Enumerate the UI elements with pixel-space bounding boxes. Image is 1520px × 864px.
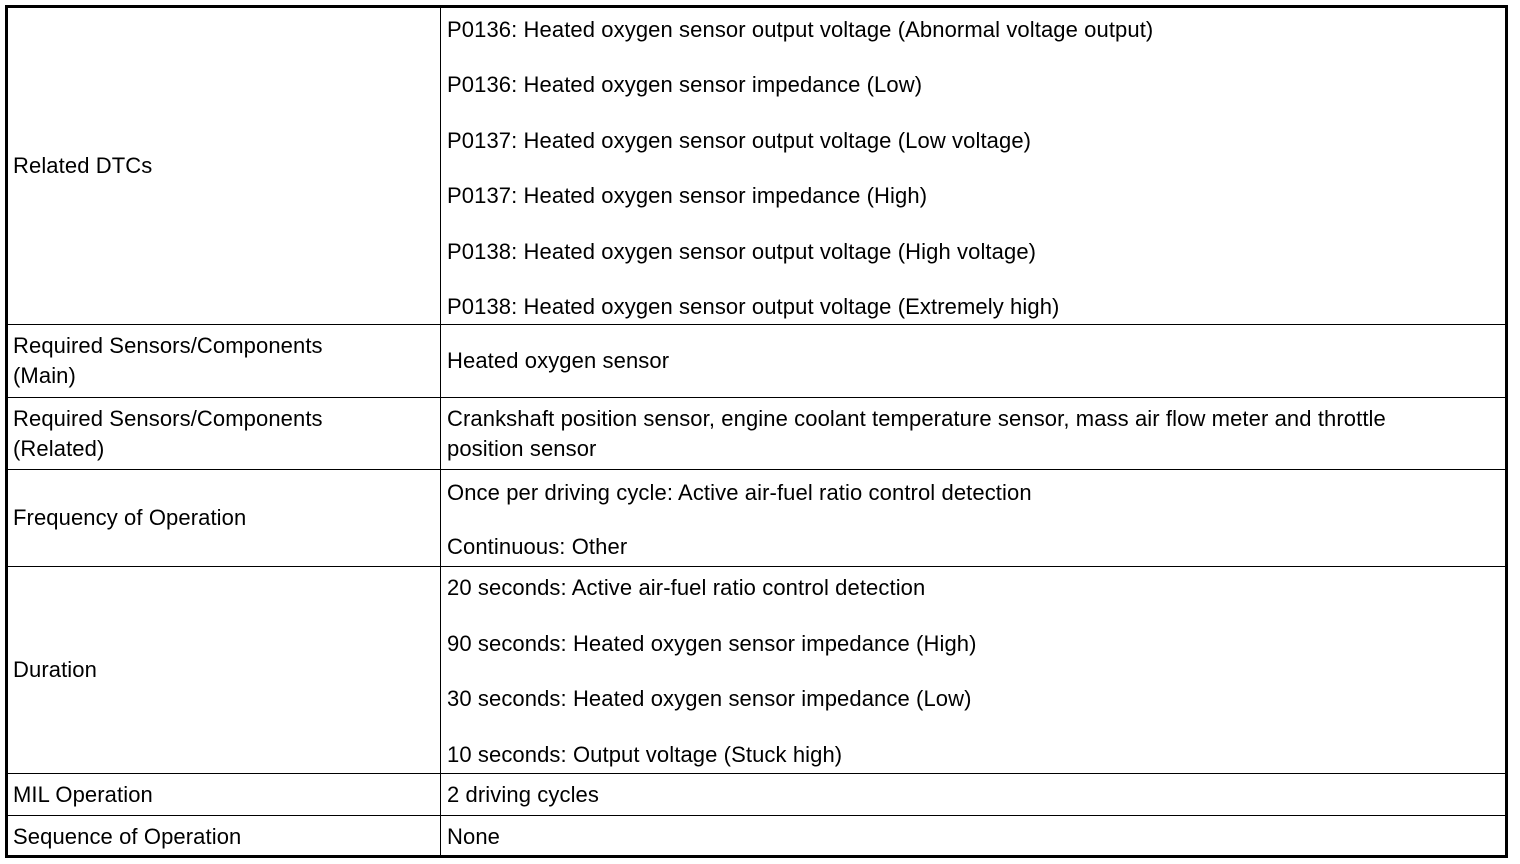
- row-label-text: MIL Operation: [13, 781, 153, 807]
- dtc-line: P0136: Heated oxygen sensor impedance (Low): [447, 72, 923, 98]
- row-label-text: Required Sensors/Components (Main): [13, 333, 323, 388]
- row-label-frequency: [8, 470, 441, 567]
- row-value-related-dtcs: [441, 8, 1505, 325]
- spec-table: [5, 5, 1508, 858]
- dtc-line: P0137: Heated oxygen sensor output voltage (Low voltage): [447, 127, 1032, 153]
- row-value-required-related: [441, 398, 1505, 470]
- value-line: Heated oxygen sensor: [447, 348, 670, 373]
- row-label-text: Required Sensors/Components (Related): [13, 405, 323, 461]
- row-label-text: Sequence of Operation: [13, 824, 242, 849]
- value-line: 2 driving cycles: [447, 781, 599, 807]
- dtc-line: P0136: Heated oxygen sensor output voltage (Abnormal voltage output): [447, 17, 1154, 42]
- row-label-text: Frequency of Operation: [13, 505, 247, 530]
- row-label-required-related: [8, 398, 441, 470]
- row-value-frequency: [441, 470, 1505, 567]
- value-line: 30 seconds: Heated oxygen sensor impedance (Low): [447, 686, 972, 712]
- row-value-mil-operation: [441, 774, 1505, 816]
- value-line: None: [447, 824, 500, 849]
- row-label-mil-operation: [8, 774, 441, 816]
- row-label-related-dtcs: [8, 8, 441, 325]
- value-line: 20 seconds: Active air-fuel ratio control detection: [447, 575, 926, 600]
- value-line: Once per driving cycle: Active air-fuel ratio control detection: [447, 480, 1032, 505]
- row-label-required-main: [8, 325, 441, 398]
- dtc-line: P0138: Heated oxygen sensor output voltage (Extremely high): [447, 293, 1060, 319]
- dtc-line: P0138: Heated oxygen sensor output voltage (High voltage): [447, 238, 1037, 264]
- value-text: Crankshaft position sensor, engine coolant temperature sensor, mass air flow meter and throttle position sensor: [447, 405, 1386, 461]
- row-label-sequence: [8, 816, 441, 858]
- value-line: 90 seconds: Heated oxygen sensor impedance (High): [447, 630, 977, 656]
- dtc-line: P0137: Heated oxygen sensor impedance (High): [447, 183, 928, 209]
- row-value-sequence: [441, 816, 1505, 858]
- row-label-duration: [8, 567, 441, 774]
- row-label-text: Duration: [13, 657, 97, 682]
- row-value-required-main: [441, 325, 1505, 398]
- row-value-duration: [441, 567, 1505, 774]
- value-line: 10 seconds: Output voltage (Stuck high): [447, 741, 843, 767]
- value-line: Continuous: Other: [447, 534, 628, 559]
- row-label-text: Related DTCs: [13, 153, 153, 178]
